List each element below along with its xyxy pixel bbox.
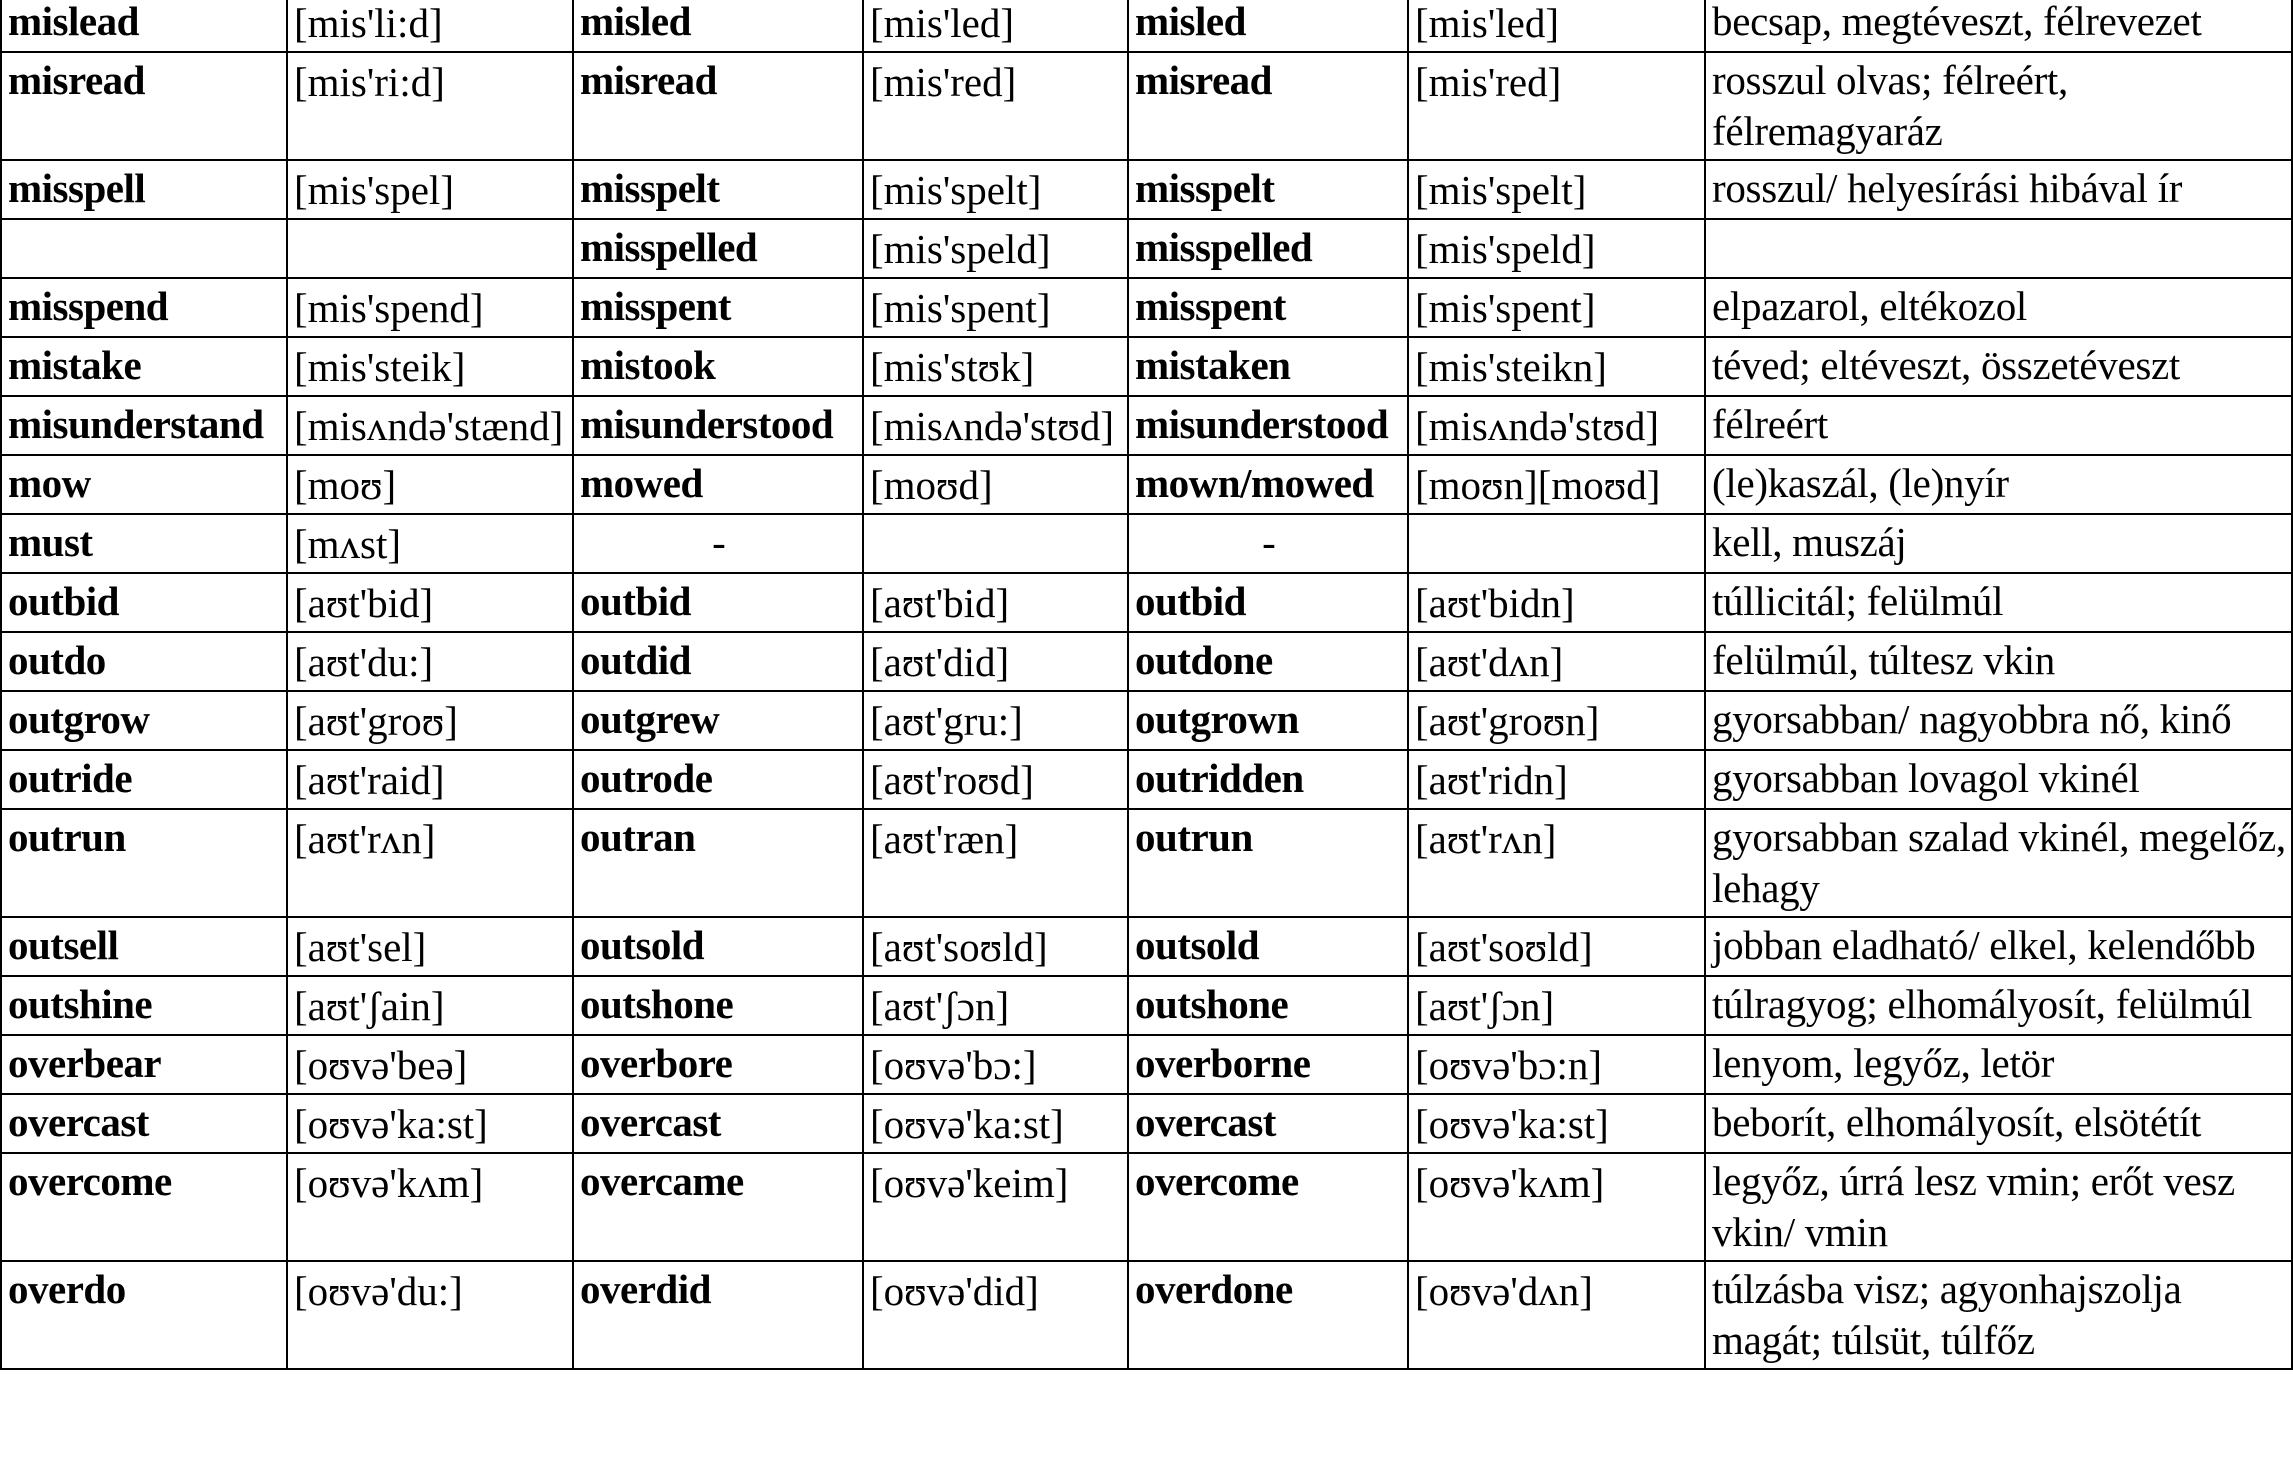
past-participle-pronunciation-cell: [oʊvə'bɔ:n] [1408,1035,1705,1094]
infinitive-pronunciation-cell: [aʊt'ʃain] [287,976,573,1035]
past-participle-pronunciation-cell: [aʊt'ʃɔn] [1408,976,1705,1035]
past-participle-cell: misled [1128,0,1408,52]
infinitive-cell: outdo [1,632,287,691]
infinitive-cell: misspell [1,160,287,219]
past-participle-cell: outdone [1128,632,1408,691]
infinitive-pronunciation-cell: [mis'li:d] [287,0,573,52]
past-participle-cell: overdone [1128,1261,1408,1369]
hungarian-meaning-cell: téved; eltéveszt, összetéveszt [1705,337,2292,396]
past-tense-cell: misread [573,52,863,160]
past-tense-cell: misled [573,0,863,52]
past-tense-pronunciation-cell: [aʊt'bid] [863,573,1128,632]
infinitive-cell: outshine [1,976,287,1035]
past-tense-cell: outbid [573,573,863,632]
past-participle-pronunciation-cell: [aʊt'dʌn] [1408,632,1705,691]
hungarian-meaning-cell: túlzásba visz; agyonhajszolja magát; túlsüt, túlfőz [1705,1261,2292,1369]
infinitive-cell: misread [1,52,287,160]
past-tense-cell: outrode [573,750,863,809]
table-row [1,514,2292,573]
past-participle-cell: misunderstood [1128,396,1408,455]
past-participle-cell: misread [1128,52,1408,160]
table-row [1,917,2292,976]
past-tense-pronunciation-cell: [aʊt'soʊld] [863,917,1128,976]
infinitive-cell: mislead [1,0,287,52]
table-row [1,160,2292,219]
past-participle-cell: misspelt [1128,160,1408,219]
past-tense-pronunciation-cell [863,514,1128,573]
past-tense-cell: - [573,514,863,573]
past-tense-cell: outdid [573,632,863,691]
past-tense-cell: misspelt [573,160,863,219]
hungarian-meaning-cell: félreért [1705,396,2292,455]
hungarian-meaning-cell: jobban eladható/ elkel, kelendőbb [1705,917,2292,976]
infinitive-pronunciation-cell: [mis'steik] [287,337,573,396]
table-row [1,455,2292,514]
infinitive-pronunciation-cell: [aʊt'bid] [287,573,573,632]
table-row [1,1153,2292,1261]
infinitive-cell: overcome [1,1153,287,1261]
past-participle-pronunciation-cell: [aʊt'rʌn] [1408,809,1705,917]
hungarian-meaning-cell: legyőz, úrrá lesz vmin; erőt vesz vkin/ vmin [1705,1153,2292,1261]
past-participle-pronunciation-cell: [aʊt'bidn] [1408,573,1705,632]
infinitive-cell: outride [1,750,287,809]
table-row [1,1094,2292,1153]
past-participle-cell: overborne [1128,1035,1408,1094]
table-row [1,632,2292,691]
infinitive-cell [1,219,287,278]
past-tense-cell: overbore [573,1035,863,1094]
infinitive-cell: mow [1,455,287,514]
table-row [1,809,2292,917]
infinitive-pronunciation-cell: [oʊvə'beə] [287,1035,573,1094]
past-participle-cell: mistaken [1128,337,1408,396]
table-row [1,1261,2292,1369]
infinitive-cell: outgrow [1,691,287,750]
infinitive-pronunciation-cell: [aʊt'du:] [287,632,573,691]
past-participle-pronunciation-cell: [mis'spelt] [1408,160,1705,219]
past-tense-pronunciation-cell: [aʊt'ræn] [863,809,1128,917]
hungarian-meaning-cell: gyorsabban/ nagyobbra nő, kinő [1705,691,2292,750]
past-tense-pronunciation-cell: [misʌndə'stʊd] [863,396,1128,455]
infinitive-pronunciation-cell: [aʊt'rʌn] [287,809,573,917]
past-tense-pronunciation-cell: [oʊvə'did] [863,1261,1128,1369]
past-participle-cell: misspelled [1128,219,1408,278]
table-row [1,976,2292,1035]
hungarian-meaning-cell: lenyom, legyőz, letör [1705,1035,2292,1094]
infinitive-pronunciation-cell: [misʌndə'stænd] [287,396,573,455]
past-participle-pronunciation-cell: [mis'speld] [1408,219,1705,278]
past-participle-cell: outgrown [1128,691,1408,750]
table-row [1,0,2292,52]
past-participle-pronunciation-cell: [oʊvə'ka:st] [1408,1094,1705,1153]
past-participle-cell: outsold [1128,917,1408,976]
past-participle-pronunciation-cell [1408,514,1705,573]
past-tense-cell: outran [573,809,863,917]
past-participle-pronunciation-cell: [oʊvə'dʌn] [1408,1261,1705,1369]
past-tense-pronunciation-cell: [moʊd] [863,455,1128,514]
past-tense-cell: misunderstood [573,396,863,455]
table-row [1,1035,2292,1094]
past-tense-pronunciation-cell: [oʊvə'keim] [863,1153,1128,1261]
past-participle-pronunciation-cell: [mis'led] [1408,0,1705,52]
infinitive-pronunciation-cell: [aʊt'groʊ] [287,691,573,750]
infinitive-pronunciation-cell: [mis'ri:d] [287,52,573,160]
infinitive-pronunciation-cell: [aʊt'raid] [287,750,573,809]
hungarian-meaning-cell [1705,219,2292,278]
past-participle-pronunciation-cell: [mis'steikn] [1408,337,1705,396]
past-tense-cell: overdid [573,1261,863,1369]
past-tense-pronunciation-cell: [oʊvə'bɔ:] [863,1035,1128,1094]
past-tense-cell: overcame [573,1153,863,1261]
infinitive-pronunciation-cell: [aʊt'sel] [287,917,573,976]
past-tense-pronunciation-cell: [aʊt'gru:] [863,691,1128,750]
past-participle-cell: outridden [1128,750,1408,809]
infinitive-cell: outrun [1,809,287,917]
past-tense-pronunciation-cell: [mis'stʊk] [863,337,1128,396]
hungarian-meaning-cell: gyorsabban lovagol vkinél [1705,750,2292,809]
past-tense-cell: mistook [573,337,863,396]
hungarian-meaning-cell: rosszul olvas; félreért, félremagyaráz [1705,52,2292,160]
table-row [1,750,2292,809]
hungarian-meaning-cell: kell, muszáj [1705,514,2292,573]
past-participle-cell: - [1128,514,1408,573]
past-participle-cell: overcast [1128,1094,1408,1153]
infinitive-pronunciation-cell: [oʊvə'du:] [287,1261,573,1369]
infinitive-cell: must [1,514,287,573]
infinitive-cell: misunderstand [1,396,287,455]
hungarian-meaning-cell: rosszul/ helyesírási hibával ír [1705,160,2292,219]
verb-table-body [1,0,2292,1369]
hungarian-meaning-cell: túllicitál; felülmúl [1705,573,2292,632]
past-participle-cell: outrun [1128,809,1408,917]
table-row [1,573,2292,632]
hungarian-meaning-cell: gyorsabban szalad vkinél, megelőz, lehagy [1705,809,2292,917]
past-participle-pronunciation-cell: [oʊvə'kʌm] [1408,1153,1705,1261]
table-row [1,396,2292,455]
infinitive-pronunciation-cell: [moʊ] [287,455,573,514]
past-tense-cell: mowed [573,455,863,514]
past-tense-pronunciation-cell: [oʊvə'ka:st] [863,1094,1128,1153]
table-row [1,278,2292,337]
hungarian-meaning-cell: felülmúl, túltesz vkin [1705,632,2292,691]
past-tense-cell: misspelled [573,219,863,278]
past-participle-cell: outshone [1128,976,1408,1035]
table-row [1,337,2292,396]
infinitive-cell: overdo [1,1261,287,1369]
table-row [1,219,2292,278]
past-tense-cell: overcast [573,1094,863,1153]
past-participle-cell: misspent [1128,278,1408,337]
hungarian-meaning-cell: beborít, elhomályosít, elsötétít [1705,1094,2292,1153]
past-participle-cell: overcome [1128,1153,1408,1261]
past-participle-pronunciation-cell: [mis'spent] [1408,278,1705,337]
hungarian-meaning-cell: elpazarol, eltékozol [1705,278,2292,337]
infinitive-cell: outbid [1,573,287,632]
hungarian-meaning-cell: túlragyog; elhomályosít, felülmúl [1705,976,2292,1035]
table-row [1,52,2292,160]
infinitive-pronunciation-cell: [mʌst] [287,514,573,573]
past-participle-pronunciation-cell: [mis'red] [1408,52,1705,160]
infinitive-pronunciation-cell: [oʊvə'kʌm] [287,1153,573,1261]
past-participle-pronunciation-cell: [aʊt'ridn] [1408,750,1705,809]
past-tense-pronunciation-cell: [mis'led] [863,0,1128,52]
infinitive-pronunciation-cell: [oʊvə'ka:st] [287,1094,573,1153]
past-tense-pronunciation-cell: [mis'red] [863,52,1128,160]
past-participle-pronunciation-cell: [moʊn][moʊd] [1408,455,1705,514]
infinitive-pronunciation-cell [287,219,573,278]
past-tense-pronunciation-cell: [mis'spent] [863,278,1128,337]
past-tense-cell: outshone [573,976,863,1035]
infinitive-pronunciation-cell: [mis'spel] [287,160,573,219]
infinitive-pronunciation-cell: [mis'spend] [287,278,573,337]
past-tense-cell: outsold [573,917,863,976]
hungarian-meaning-cell: (le)kaszál, (le)nyír [1705,455,2292,514]
past-tense-pronunciation-cell: [aʊt'did] [863,632,1128,691]
past-tense-pronunciation-cell: [aʊt'ʃɔn] [863,976,1128,1035]
past-participle-cell: outbid [1128,573,1408,632]
past-participle-pronunciation-cell: [aʊt'groʊn] [1408,691,1705,750]
infinitive-cell: overcast [1,1094,287,1153]
past-tense-pronunciation-cell: [aʊt'roʊd] [863,750,1128,809]
past-participle-pronunciation-cell: [misʌndə'stʊd] [1408,396,1705,455]
infinitive-cell: misspend [1,278,287,337]
table-row [1,691,2292,750]
past-tense-pronunciation-cell: [mis'speld] [863,219,1128,278]
past-participle-pronunciation-cell: [aʊt'soʊld] [1408,917,1705,976]
past-tense-cell: misspent [573,278,863,337]
past-tense-cell: outgrew [573,691,863,750]
infinitive-cell: outsell [1,917,287,976]
infinitive-cell: overbear [1,1035,287,1094]
past-tense-pronunciation-cell: [mis'spelt] [863,160,1128,219]
hungarian-meaning-cell: becsap, megtéveszt, félrevezet [1705,0,2292,52]
past-participle-cell: mown/mowed [1128,455,1408,514]
infinitive-cell: mistake [1,337,287,396]
